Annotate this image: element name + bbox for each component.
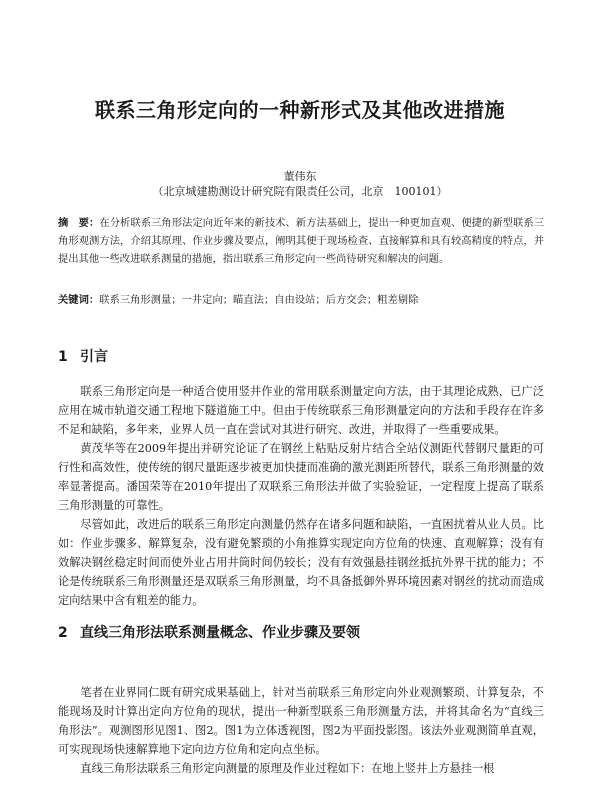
paragraph: 笔者在业界同仁既有研究成果基础上，针对当前联系三角形定向外业观测繁琐、计算复杂，不能现场及时计算出定向方位角的现状，提出一种新型联系三角形测量方法，并将其命名为“直线三角形法”。观测图形见图1、图2。图1为立体透视图，图2为平面投影图。该法外业观测简单直观，可实现现场快速解算地下定向边方位角和定向点坐标。 (58, 686, 544, 756)
keywords-text: 联系三角形测量；一井定向；瞄直法；自由设站；后方交会；粗差剔除 (99, 294, 419, 306)
section-number: 1 (58, 349, 68, 365)
section-body (58, 683, 544, 778)
author-name: 董伟东 (283, 170, 317, 183)
paragraph: 联系三角形定向是一种适合使用竖井作业的常用联系测量定向方法，由于其理论成熟，已广泛应用在城市轨道交通工程地下隧道施工中。但由于传统联系三角形测量定向的方法和手段存在许多不足和缺陷，多年来，业界人员一直在尝试对其进行研究、改进，并取得了一些重要成果。 (58, 385, 544, 436)
section-body (58, 382, 544, 610)
section-title: 引言 (80, 349, 108, 365)
keywords (58, 292, 544, 309)
section-title: 直线三角形法联系测量概念、作业步骤及要领 (80, 625, 360, 641)
paragraph: 直线三角形法联系三角形定向测量的原理及作业过程如下：在地上竖井上方悬挂一根 (80, 762, 495, 775)
abstract-text: 在分析联系三角形法定向近年来的新技术、新方法基础上，提出一种更加直观、便捷的新型联系三角形观测方法，介绍其原理、作业步骤及要点，阐明其便于现场检查、直接解算和具有较高精度的特点，并提出其他一些改进联系测量的措施，指出联系三角形定向一些尚待研究和解决的问题。 (58, 217, 545, 265)
paper-title: 联系三角形定向的一种新形式及其他改进措施 (95, 98, 505, 122)
abstract (58, 214, 544, 268)
abstract-label: 摘 要： (58, 217, 100, 229)
paragraph: 尽管如此，改进后的联系三角形定向测量仍然存在诸多问题和缺陷，一直困扰着从业人员。比如：作业步骤多、解算复杂，没有避免繁琐的小角推算实现定向方位角的快速、直观解算；没有有效解决钢丝稳定时间而使外业占用井筒时间仍较长；没有有效强悬挂钢丝抵抗外界干扰的能力；不论是传统联系三角形测量还是双联系三角形测量，均不具备抵御外界环境因素对钢丝的扰动而造成定向结果中含有粗差的能力。 (58, 518, 544, 607)
section-heading (58, 346, 108, 366)
section-heading (58, 622, 360, 642)
author-affiliation: （北京城建勘测设计研究院有限责任公司，北京 100101） (152, 185, 448, 198)
paragraph: 黄茂华等在2009年提出并研究论证了在钢丝上粘贴反射片结合全站仪测距代替钢尺量距的可行性和高效性，使传统的钢尺量距逐步被更加快捷而准确的激光测距所替代，联系三角形测量的效率显著提高。潘国荣等在2010年提出了双联系三角形法并做了实验验证，一定程度上提高了联系三角形测量的可靠性。 (58, 442, 544, 512)
section-number: 2 (58, 625, 68, 641)
keywords-label: 关键词： (58, 294, 100, 306)
